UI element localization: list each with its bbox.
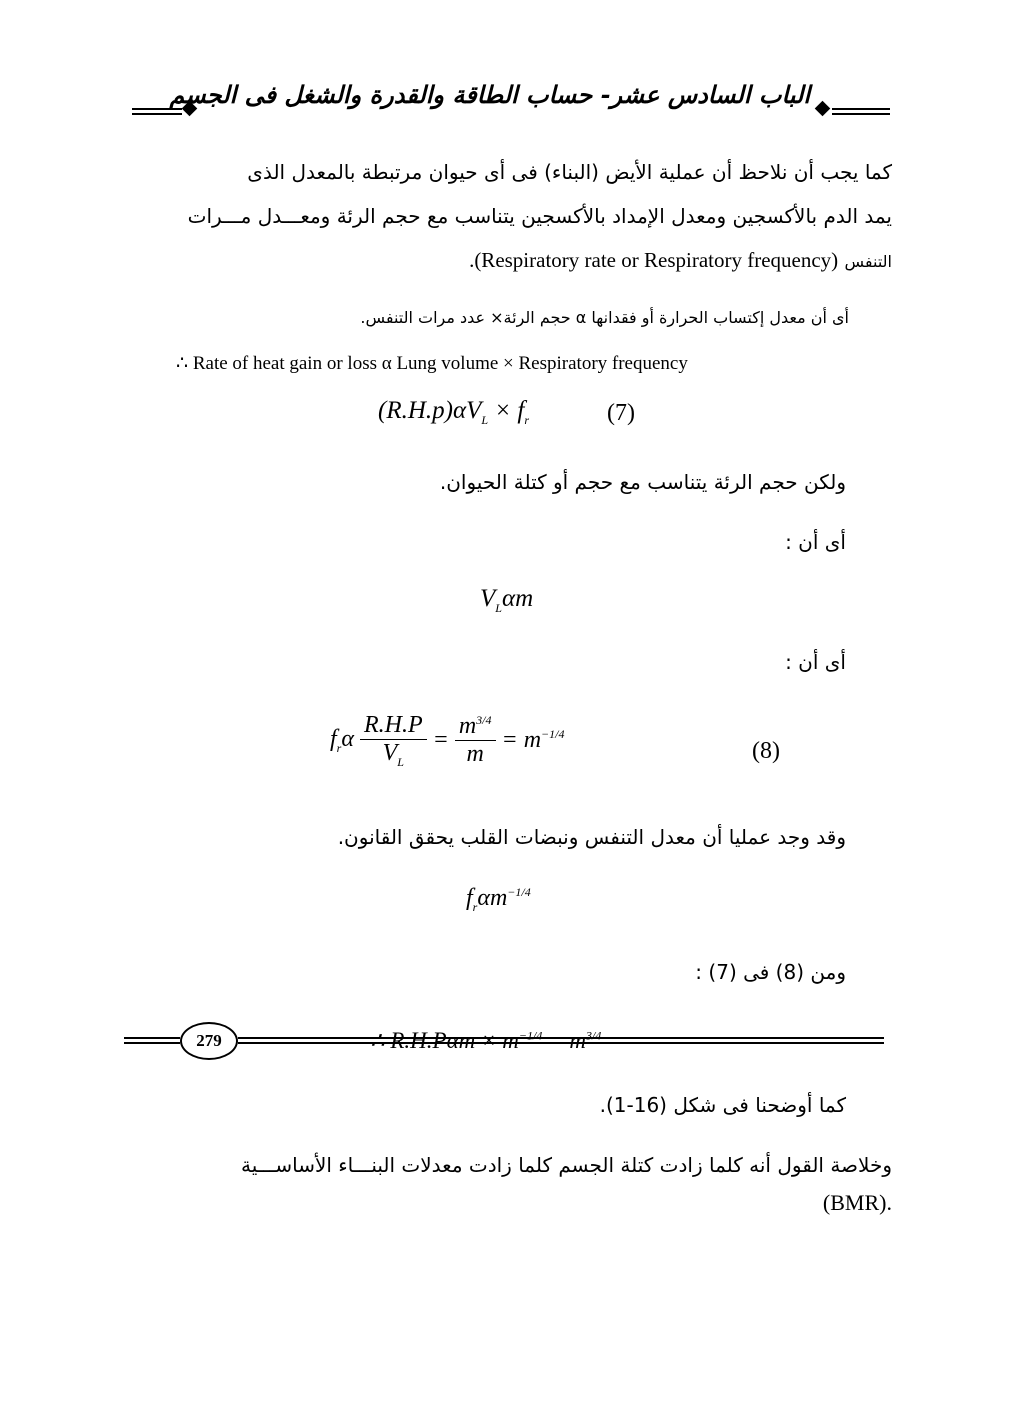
- equation-8-f: f: [330, 726, 337, 752]
- from-8-in-7-label: ومن (8) فى (7) :: [695, 960, 846, 984]
- that-is-label-1: أى أن :: [785, 530, 846, 554]
- arabic-proportionality-note: أى أن معدل إكتساب الحرارة أو فقدانها α حجم الرئة× عدد مرات التنفس.: [360, 308, 849, 327]
- equation-8-alpha: α: [341, 726, 354, 752]
- chapter-title: الباب السادس عشر- حساب الطاقة والقدرة والشغل فى الجسم: [169, 80, 810, 109]
- equation-lung-volume: [480, 585, 533, 616]
- equation-7-times: × f: [488, 397, 525, 424]
- equation-8-number: (8): [752, 738, 780, 764]
- equation-frequency-sub: r: [472, 899, 478, 914]
- equation-final-mid: = m: [542, 1028, 586, 1053]
- conclusion-line-2: .(BMR): [822, 1190, 892, 1215]
- conclusion-line-1: وخلاصة القول أنه كلما زادت كتلة الجسم كلما زادت معدلات البنـــاء الأساســـية: [241, 1153, 892, 1177]
- english-proportionality-statement: ∴ Rate of heat gain or loss α Lung volume × Respiratory frequency: [176, 353, 688, 374]
- equation-frequency-f: f: [466, 885, 473, 911]
- equation-8-numerator-2: m: [458, 713, 477, 740]
- paragraph-1-line-2: يمد الدم بالأكسجين ومعدل الإمداد بالأكسجين يتناسب مع حجم الرئة ومعـــدل مـــرات: [187, 204, 892, 228]
- equation-8-exponent-1: 3/4: [476, 713, 492, 728]
- equation-7: [378, 397, 529, 428]
- equation-8-denominator-2: m: [466, 741, 484, 768]
- equation-frequency-rest: αm: [477, 885, 508, 911]
- equation-8-equals-2: = m: [501, 727, 542, 754]
- equation-8-denominator: V: [382, 740, 398, 766]
- as-shown-in-figure: كما أوضحنا فى شكل (16-1).: [599, 1093, 846, 1117]
- equation-7-sub-r: r: [524, 413, 530, 427]
- equation-7-number: (7): [607, 400, 635, 426]
- header-rule-left: [132, 108, 182, 115]
- equation-8-fraction-1: [360, 712, 427, 770]
- header-rule-right: [832, 108, 890, 115]
- page-number-text: 279: [196, 1031, 222, 1050]
- page-number: [180, 1022, 238, 1060]
- equation-lung-volume-sub: L: [495, 601, 502, 615]
- paragraph-1-line-3-arabic: التنفس: [844, 252, 892, 271]
- paragraph-1-line-1: كما يجب أن نلاحظ أن عملية الأيض (البناء) فى أى حيوان مرتبطة بالمعدل الذى: [247, 160, 892, 184]
- paragraph-3: وقد وجد عمليا أن معدل التنفس ونبضات القلب يحقق القانون.: [337, 825, 846, 849]
- equation-frequency-exponent: −1/4: [507, 885, 531, 899]
- equation-8-exponent-2: −1/4: [541, 727, 565, 742]
- equation-7-sub-l: L: [481, 413, 489, 427]
- equation-lung-volume-rest: αm: [501, 585, 534, 612]
- equation-lung-volume-v: V: [480, 585, 496, 612]
- footer-rule-left: [124, 1037, 180, 1044]
- paragraph-1-line-3-english: .(Respiratory rate or Respiratory frequency): [469, 248, 839, 272]
- that-is-label-2: أى أن :: [785, 650, 846, 674]
- equation-8: [330, 712, 564, 770]
- equation-final-exponent-2: 3/4: [585, 1028, 602, 1043]
- footer-rule-right: [238, 1037, 884, 1044]
- equation-7-lhs: (R.H.p)αV: [378, 397, 482, 424]
- equation-final-exponent-1: −1/4: [518, 1028, 543, 1043]
- equation-frequency: [466, 885, 531, 915]
- equation-8-numerator: R.H.P: [360, 712, 427, 740]
- equation-8-fraction-2: [455, 713, 496, 768]
- equation-8-equals-1: =: [432, 727, 449, 754]
- equation-8-denominator-sub: L: [397, 754, 404, 769]
- header-diamond-right: [815, 101, 831, 117]
- paragraph-1-line-3: [132, 238, 892, 284]
- paragraph-2: ولكن حجم الرئة يتناسب مع حجم أو كتلة الحيوان.: [439, 470, 846, 494]
- equation-final-lhs: ∴ R.H.Pαm × m: [370, 1028, 519, 1053]
- equation-8-sub-r: r: [336, 740, 342, 755]
